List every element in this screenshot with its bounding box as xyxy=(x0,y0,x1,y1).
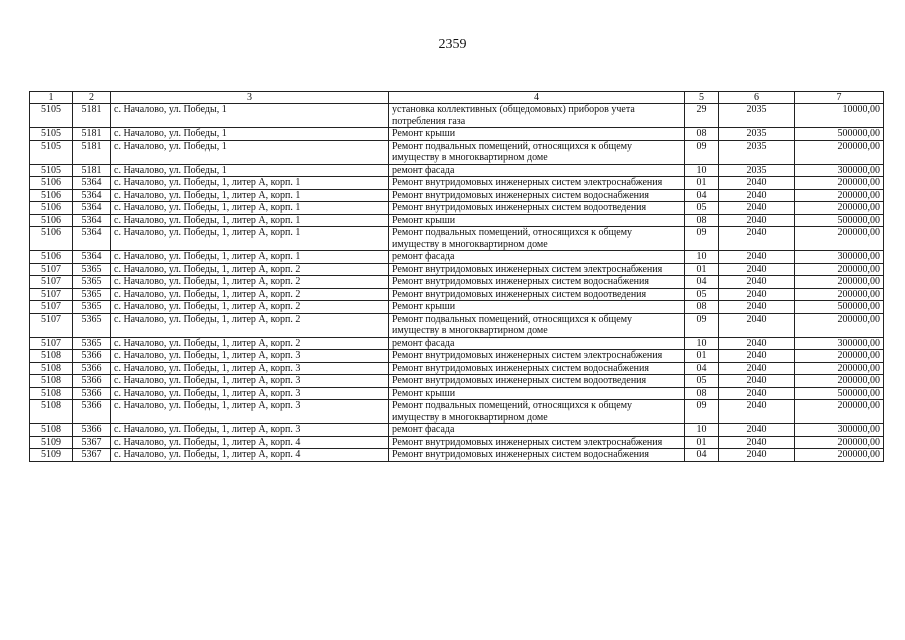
table-row xyxy=(30,436,884,449)
record-number-cell: 5105 xyxy=(30,104,73,128)
table-row xyxy=(30,276,884,289)
address-cell: с. Началово, ул. Победы, 1, литер А, корп. 1 xyxy=(111,202,389,215)
work-code-cell: 04 xyxy=(685,362,719,375)
year-cell: 2040 xyxy=(719,276,795,289)
record-number-cell: 5109 xyxy=(30,436,73,449)
cost-cell: 200000,00 xyxy=(795,288,884,301)
work-type-cell: Ремонт внутридомовых инженерных систем водоснабжения xyxy=(389,276,685,289)
table-row xyxy=(30,400,884,424)
header-row xyxy=(30,92,884,104)
record-number-cell: 5107 xyxy=(30,288,73,301)
work-type-cell: ремонт фасада xyxy=(389,424,685,437)
table-row xyxy=(30,337,884,350)
header-cell-5: 5 xyxy=(685,92,719,104)
address-cell: с. Началово, ул. Победы, 1, литер А, корп. 3 xyxy=(111,387,389,400)
record-number-cell: 5106 xyxy=(30,214,73,227)
work-type-cell: Ремонт внутридомовых инженерных систем водоснабжения xyxy=(389,189,685,202)
year-cell: 2040 xyxy=(719,214,795,227)
cost-cell: 200000,00 xyxy=(795,189,884,202)
work-type-cell: Ремонт крыши xyxy=(389,214,685,227)
house-number-cell: 5364 xyxy=(73,227,111,251)
table-row xyxy=(30,104,884,128)
address-cell: с. Началово, ул. Победы, 1, литер А, корп. 3 xyxy=(111,362,389,375)
record-number-cell: 5105 xyxy=(30,140,73,164)
work-code-cell: 01 xyxy=(685,436,719,449)
house-number-cell: 5364 xyxy=(73,251,111,264)
work-type-cell: установка коллективных (общедомовых) приборов учета потребления газа xyxy=(389,104,685,128)
cost-cell: 200000,00 xyxy=(795,400,884,424)
year-cell: 2040 xyxy=(719,337,795,350)
table-row xyxy=(30,140,884,164)
cost-cell: 200000,00 xyxy=(795,263,884,276)
year-cell: 2040 xyxy=(719,400,795,424)
cost-cell: 500000,00 xyxy=(795,128,884,141)
year-cell: 2040 xyxy=(719,350,795,363)
table-row xyxy=(30,128,884,141)
work-type-cell: Ремонт подвальных помещений, относящихся к общему имуществу в многоквартирном доме xyxy=(389,400,685,424)
cost-cell: 500000,00 xyxy=(795,214,884,227)
work-type-cell: Ремонт внутридомовых инженерных систем водоотведения xyxy=(389,375,685,388)
work-type-cell: Ремонт подвальных помещений, относящихся к общему имуществу в многоквартирном доме xyxy=(389,140,685,164)
table-row xyxy=(30,313,884,337)
work-type-cell: ремонт фасада xyxy=(389,251,685,264)
work-type-cell: Ремонт внутридомовых инженерных систем водоснабжения xyxy=(389,449,685,462)
work-code-cell: 10 xyxy=(685,424,719,437)
house-number-cell: 5367 xyxy=(73,436,111,449)
house-number-cell: 5365 xyxy=(73,337,111,350)
cost-cell: 300000,00 xyxy=(795,424,884,437)
work-type-cell: ремонт фасада xyxy=(389,337,685,350)
address-cell: с. Началово, ул. Победы, 1 xyxy=(111,164,389,177)
work-code-cell: 29 xyxy=(685,104,719,128)
table-row xyxy=(30,164,884,177)
house-number-cell: 5364 xyxy=(73,189,111,202)
work-code-cell: 01 xyxy=(685,350,719,363)
address-cell: с. Началово, ул. Победы, 1 xyxy=(111,128,389,141)
house-number-cell: 5365 xyxy=(73,301,111,314)
work-code-cell: 08 xyxy=(685,128,719,141)
cost-cell: 200000,00 xyxy=(795,436,884,449)
table-row xyxy=(30,177,884,190)
cost-cell: 200000,00 xyxy=(795,375,884,388)
work-code-cell: 10 xyxy=(685,337,719,350)
cost-cell: 200000,00 xyxy=(795,313,884,337)
year-cell: 2035 xyxy=(719,140,795,164)
work-code-cell: 09 xyxy=(685,140,719,164)
record-number-cell: 5105 xyxy=(30,164,73,177)
record-number-cell: 5107 xyxy=(30,301,73,314)
table-row xyxy=(30,301,884,314)
house-number-cell: 5366 xyxy=(73,387,111,400)
address-cell: с. Началово, ул. Победы, 1, литер А, корп. 2 xyxy=(111,313,389,337)
record-number-cell: 5106 xyxy=(30,189,73,202)
house-number-cell: 5365 xyxy=(73,313,111,337)
address-cell: с. Началово, ул. Победы, 1, литер А, корп. 3 xyxy=(111,424,389,437)
work-type-cell: Ремонт внутридомовых инженерных систем водоотведения xyxy=(389,288,685,301)
year-cell: 2040 xyxy=(719,189,795,202)
record-number-cell: 5107 xyxy=(30,337,73,350)
work-type-cell: Ремонт внутридомовых инженерных систем электроснабжения xyxy=(389,436,685,449)
work-type-cell: Ремонт крыши xyxy=(389,387,685,400)
cost-cell: 500000,00 xyxy=(795,387,884,400)
house-number-cell: 5366 xyxy=(73,400,111,424)
work-type-cell: Ремонт внутридомовых инженерных систем водоснабжения xyxy=(389,362,685,375)
work-type-cell: Ремонт крыши xyxy=(389,128,685,141)
address-cell: с. Началово, ул. Победы, 1, литер А, корп. 1 xyxy=(111,251,389,264)
address-cell: с. Началово, ул. Победы, 1, литер А, корп. 1 xyxy=(111,177,389,190)
work-code-cell: 09 xyxy=(685,227,719,251)
cost-cell: 500000,00 xyxy=(795,301,884,314)
table-row xyxy=(30,362,884,375)
house-number-cell: 5365 xyxy=(73,288,111,301)
cost-cell: 300000,00 xyxy=(795,164,884,177)
header-cell-4: 4 xyxy=(389,92,685,104)
address-cell: с. Началово, ул. Победы, 1, литер А, корп. 1 xyxy=(111,227,389,251)
record-number-cell: 5106 xyxy=(30,177,73,190)
record-number-cell: 5108 xyxy=(30,424,73,437)
cost-cell: 200000,00 xyxy=(795,140,884,164)
record-number-cell: 5105 xyxy=(30,128,73,141)
work-code-cell: 01 xyxy=(685,263,719,276)
work-code-cell: 08 xyxy=(685,387,719,400)
year-cell: 2040 xyxy=(719,387,795,400)
work-code-cell: 05 xyxy=(685,375,719,388)
table-row xyxy=(30,202,884,215)
cost-cell: 10000,00 xyxy=(795,104,884,128)
year-cell: 2040 xyxy=(719,301,795,314)
table-row xyxy=(30,424,884,437)
record-number-cell: 5109 xyxy=(30,449,73,462)
header-cell-7: 7 xyxy=(795,92,884,104)
year-cell: 2040 xyxy=(719,436,795,449)
house-number-cell: 5181 xyxy=(73,128,111,141)
cost-cell: 300000,00 xyxy=(795,337,884,350)
work-code-cell: 04 xyxy=(685,189,719,202)
house-number-cell: 5181 xyxy=(73,104,111,128)
table-row xyxy=(30,449,884,462)
house-number-cell: 5367 xyxy=(73,449,111,462)
cost-cell: 200000,00 xyxy=(795,177,884,190)
house-number-cell: 5364 xyxy=(73,214,111,227)
work-code-cell: 10 xyxy=(685,164,719,177)
house-number-cell: 5364 xyxy=(73,202,111,215)
address-cell: с. Началово, ул. Победы, 1, литер А, корп. 2 xyxy=(111,288,389,301)
record-number-cell: 5106 xyxy=(30,251,73,264)
table-row xyxy=(30,350,884,363)
address-cell: с. Началово, ул. Победы, 1, литер А, корп. 4 xyxy=(111,449,389,462)
work-code-cell: 05 xyxy=(685,288,719,301)
work-code-cell: 01 xyxy=(685,177,719,190)
work-code-cell: 04 xyxy=(685,449,719,462)
work-type-cell: Ремонт внутридомовых инженерных систем электроснабжения xyxy=(389,177,685,190)
work-type-cell: Ремонт внутридомовых инженерных систем водоотведения xyxy=(389,202,685,215)
record-number-cell: 5108 xyxy=(30,362,73,375)
work-type-cell: Ремонт внутридомовых инженерных систем электроснабжения xyxy=(389,350,685,363)
cost-cell: 300000,00 xyxy=(795,251,884,264)
table-row xyxy=(30,189,884,202)
table-row xyxy=(30,263,884,276)
address-cell: с. Началово, ул. Победы, 1, литер А, корп. 1 xyxy=(111,189,389,202)
address-cell: с. Началово, ул. Победы, 1, литер А, корп. 2 xyxy=(111,276,389,289)
cost-cell: 200000,00 xyxy=(795,202,884,215)
house-number-cell: 5366 xyxy=(73,375,111,388)
table-row xyxy=(30,214,884,227)
house-number-cell: 5366 xyxy=(73,362,111,375)
cost-cell: 200000,00 xyxy=(795,276,884,289)
record-number-cell: 5108 xyxy=(30,400,73,424)
year-cell: 2040 xyxy=(719,177,795,190)
year-cell: 2035 xyxy=(719,128,795,141)
year-cell: 2040 xyxy=(719,424,795,437)
year-cell: 2040 xyxy=(719,375,795,388)
work-code-cell: 05 xyxy=(685,202,719,215)
house-number-cell: 5364 xyxy=(73,177,111,190)
work-type-cell: Ремонт подвальных помещений, относящихся к общему имуществу в многоквартирном доме xyxy=(389,227,685,251)
record-number-cell: 5106 xyxy=(30,227,73,251)
address-cell: с. Началово, ул. Победы, 1 xyxy=(111,140,389,164)
header-cell-1: 1 xyxy=(30,92,73,104)
year-cell: 2040 xyxy=(719,288,795,301)
work-code-cell: 08 xyxy=(685,301,719,314)
address-cell: с. Началово, ул. Победы, 1 xyxy=(111,104,389,128)
header-cell-6: 6 xyxy=(719,92,795,104)
capital-repair-table xyxy=(29,91,884,462)
address-cell: с. Началово, ул. Победы, 1, литер А, корп. 2 xyxy=(111,337,389,350)
record-number-cell: 5107 xyxy=(30,313,73,337)
work-code-cell: 08 xyxy=(685,214,719,227)
record-number-cell: 5107 xyxy=(30,276,73,289)
record-number-cell: 5108 xyxy=(30,350,73,363)
work-code-cell: 09 xyxy=(685,313,719,337)
work-type-cell: Ремонт подвальных помещений, относящихся к общему имуществу в многоквартирном доме xyxy=(389,313,685,337)
record-number-cell: 5108 xyxy=(30,375,73,388)
cost-cell: 200000,00 xyxy=(795,362,884,375)
record-number-cell: 5108 xyxy=(30,387,73,400)
house-number-cell: 5181 xyxy=(73,140,111,164)
cost-cell: 200000,00 xyxy=(795,227,884,251)
address-cell: с. Началово, ул. Победы, 1, литер А, корп. 3 xyxy=(111,375,389,388)
house-number-cell: 5366 xyxy=(73,350,111,363)
house-number-cell: 5181 xyxy=(73,164,111,177)
header-cell-3: 3 xyxy=(111,92,389,104)
address-cell: с. Началово, ул. Победы, 1, литер А, корп. 3 xyxy=(111,350,389,363)
work-type-cell: Ремонт крыши xyxy=(389,301,685,314)
table-row xyxy=(30,288,884,301)
header-cell-2: 2 xyxy=(73,92,111,104)
year-cell: 2040 xyxy=(719,449,795,462)
table-row xyxy=(30,251,884,264)
year-cell: 2040 xyxy=(719,313,795,337)
table-row xyxy=(30,375,884,388)
year-cell: 2040 xyxy=(719,362,795,375)
work-type-cell: ремонт фасада xyxy=(389,164,685,177)
year-cell: 2040 xyxy=(719,227,795,251)
year-cell: 2040 xyxy=(719,263,795,276)
record-number-cell: 5107 xyxy=(30,263,73,276)
page-number: 2359 xyxy=(438,37,467,52)
year-cell: 2040 xyxy=(719,251,795,264)
work-type-cell: Ремонт внутридомовых инженерных систем электроснабжения xyxy=(389,263,685,276)
table-row xyxy=(30,387,884,400)
year-cell: 2035 xyxy=(719,104,795,128)
record-number-cell: 5106 xyxy=(30,202,73,215)
cost-cell: 200000,00 xyxy=(795,449,884,462)
address-cell: с. Началово, ул. Победы, 1, литер А, корп. 2 xyxy=(111,301,389,314)
work-code-cell: 10 xyxy=(685,251,719,264)
house-number-cell: 5365 xyxy=(73,276,111,289)
work-code-cell: 09 xyxy=(685,400,719,424)
work-code-cell: 04 xyxy=(685,276,719,289)
year-cell: 2040 xyxy=(719,202,795,215)
address-cell: с. Началово, ул. Победы, 1, литер А, корп. 4 xyxy=(111,436,389,449)
year-cell: 2035 xyxy=(719,164,795,177)
address-cell: с. Началово, ул. Победы, 1, литер А, корп. 2 xyxy=(111,263,389,276)
address-cell: с. Началово, ул. Победы, 1, литер А, корп. 1 xyxy=(111,214,389,227)
house-number-cell: 5366 xyxy=(73,424,111,437)
table-row xyxy=(30,227,884,251)
address-cell: с. Началово, ул. Победы, 1, литер А, корп. 3 xyxy=(111,400,389,424)
house-number-cell: 5365 xyxy=(73,263,111,276)
cost-cell: 200000,00 xyxy=(795,350,884,363)
